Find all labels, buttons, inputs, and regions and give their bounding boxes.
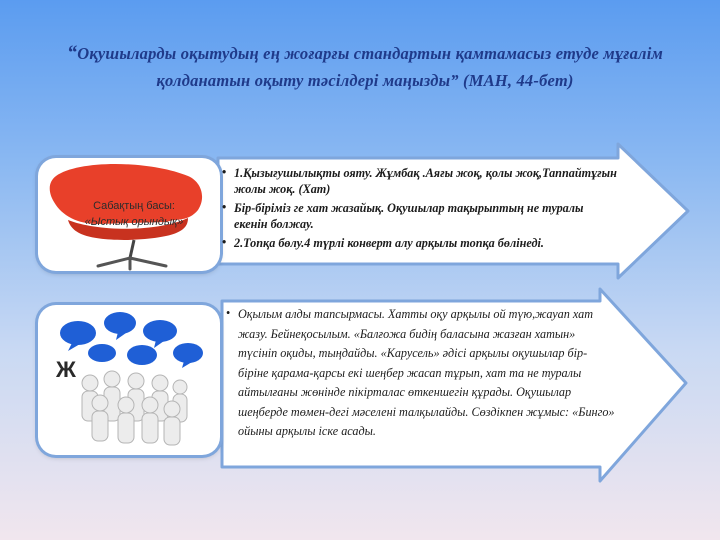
lesson-start-label <box>54 198 214 230</box>
block1-bullet-list <box>222 165 617 254</box>
block2-bullet: • Оқылым алды тапсырмасы. Хатты оқу арқылы ой түю,жауап хат жазу. Бейнеқосылым. «Балғожа бидің баласына жазған хатын» түсініп оқиды, тыңдайды. «Карусель» әдісі арқылы оқушылар бір-біріне қарама-қарсы екі шеңбер жасап тұрып, хат та не туралы айтылғаны жөнінде пікірталас өткеншегін құрады. Оқушылар шеңберде төмен-дегі мәселені талқылайды. Сөздікпен жұмыс: «Бинго» ойыны арқылы іске асады. <box>226 305 616 442</box>
hot-seat-text: «Ыстық орындық» <box>84 216 184 228</box>
side-letter: Ж <box>56 357 76 382</box>
block1-bullet: • 1.Қызығушылықты ояту. Жұмбақ .Аяғы жоқ, қолы жоқ,Таппайтұғын жолы жоқ. (Хат) <box>222 165 617 197</box>
chair-card <box>38 158 220 271</box>
title-text: Оқушыларды оқытудың ең жоғарғы стандартын қамтамасыз етуде мұғалім қолданатын оқыту тәсілдері маңызды” (МАН, 44-бет) <box>77 44 663 90</box>
lesson-start-text: Сабақтың басы: <box>93 200 175 212</box>
title-quote-mark: “ <box>67 42 78 64</box>
people-card <box>38 305 220 455</box>
block2-bullet-list <box>226 305 616 442</box>
block1-bullet: • Бір-біріміз ге хат жазайық. Оқушылар тақырыптың не туралы екенін болжау. <box>222 200 617 232</box>
slide-title <box>40 40 690 94</box>
block1-bullet: • 2.Топқа бөлу.4 түрлі конверт алу арқылы топқа бөлінеді. <box>222 235 617 251</box>
